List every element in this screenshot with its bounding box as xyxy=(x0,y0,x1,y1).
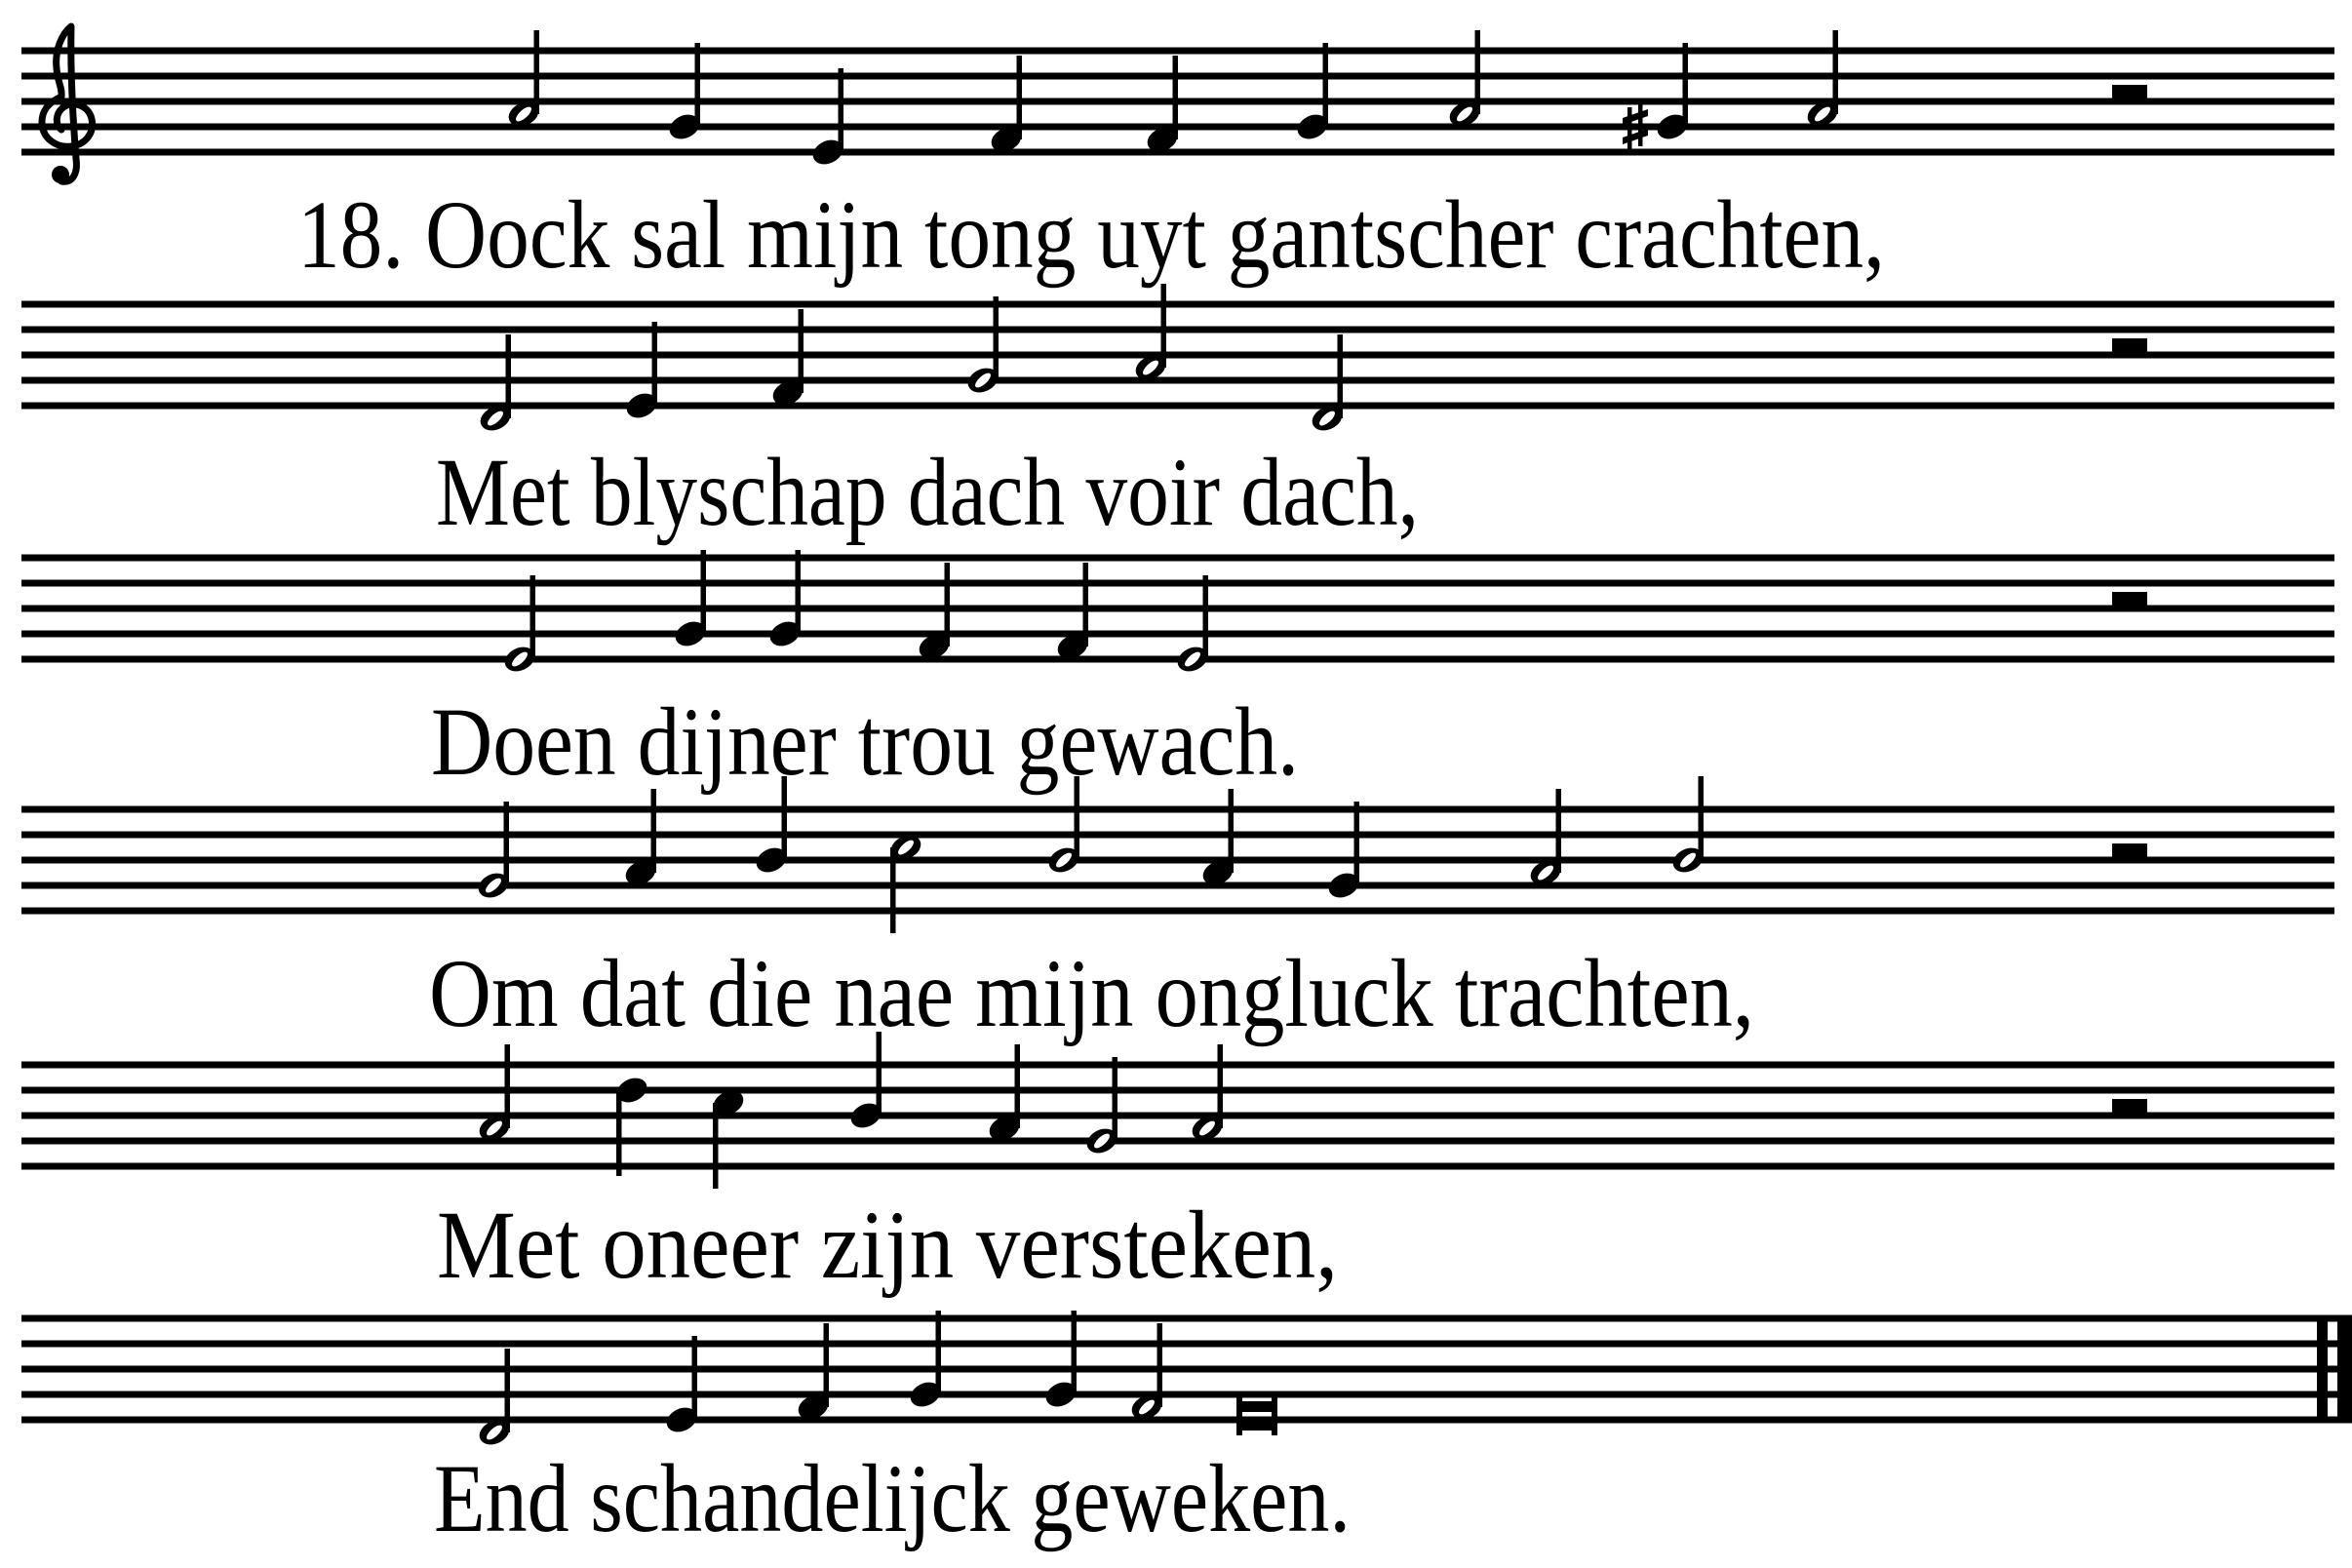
staff-line xyxy=(21,580,2334,587)
staff-line xyxy=(21,327,2334,333)
final-barline-thick xyxy=(2337,1315,2352,1424)
staff-line xyxy=(21,1392,2352,1398)
lyric-line-1: 18. Oock sal mijn tong uyt gantscher crachten, xyxy=(297,180,1885,289)
staff-line xyxy=(21,1163,2334,1170)
staff-line xyxy=(21,352,2334,359)
lyric-line-4: Om dat die nae mijn ongluck trachten, xyxy=(429,939,1754,1047)
staff-line xyxy=(21,377,2334,384)
staff-line xyxy=(21,1366,2352,1373)
half-rest xyxy=(2112,85,2147,98)
staff-line xyxy=(21,1341,2352,1348)
staff-line xyxy=(21,1417,2352,1424)
staff-line xyxy=(21,882,2334,889)
lyric-line-2: Met blyschap dach voir dach, xyxy=(436,438,1419,546)
staff-line xyxy=(21,1113,2334,1119)
staff-line xyxy=(21,806,2334,813)
staff-line xyxy=(21,1315,2352,1322)
staff-line xyxy=(21,1087,2334,1094)
staff-line xyxy=(21,149,2334,156)
staff-line xyxy=(21,857,2334,864)
staff-line xyxy=(21,403,2334,410)
staff-line xyxy=(21,606,2334,612)
half-rest xyxy=(2112,1099,2147,1113)
staff-line xyxy=(21,1138,2334,1145)
half-rest xyxy=(2112,592,2147,606)
staff-line xyxy=(21,631,2334,638)
staff-line xyxy=(21,1062,2334,1069)
staff-line xyxy=(21,301,2334,308)
lyric-line-6: End schandelijck geweken. xyxy=(434,1444,1351,1552)
half-rest xyxy=(2112,843,2147,857)
staff-line xyxy=(21,908,2334,915)
lyric-line-5: Met oneer zijn versteken, xyxy=(437,1191,1338,1299)
staff-line xyxy=(21,555,2334,562)
half-rest xyxy=(2112,338,2147,352)
staff-line xyxy=(21,832,2334,839)
staff-line xyxy=(21,48,2334,55)
lyric-line-3: Doen dijner trou gewach. xyxy=(431,687,1299,796)
final-barline-thin xyxy=(2317,1315,2328,1424)
